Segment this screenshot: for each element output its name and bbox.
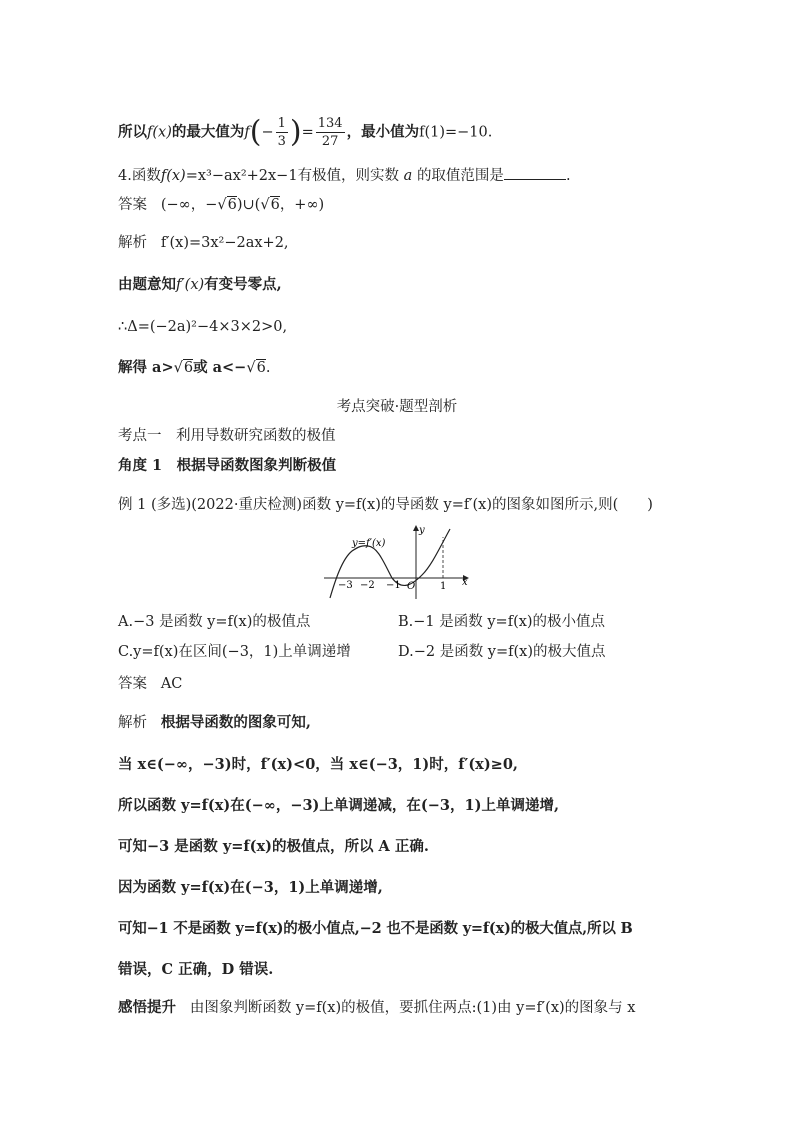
point-heading: 考点一 利用导数研究函数的极值 (118, 428, 336, 444)
x-axis-label: x (462, 577, 468, 588)
derivative-graph (322, 523, 472, 601)
fraction-134-27: $\frac{134}{27}$ (317, 116, 343, 149)
solution-example-1-line-1: 解析 根据导函数的图象可知, (118, 714, 311, 731)
solution-4-line-4: 解得 a>√6或 a<−√6. (118, 359, 271, 376)
tick-label-neg3: −3 (338, 580, 353, 591)
max-min-line: 所以f(x)的最大值为f(− $\frac{1}{3}$ )= $\frac{134}{27}$ ，最小值为f(1)=−10. (118, 114, 493, 150)
tick-label-1: 1 (440, 581, 447, 592)
example-1-stem: 例 1 (多选)(2022·重庆检测)函数 y=f(x)的导函数 y=f′(x)的图象如图所示,则( ) (118, 497, 653, 513)
tick-label-neg2: −2 (360, 580, 375, 591)
solution-example-1-line-7: 错误，C 正确，D 错误. (118, 961, 274, 978)
option-a: A.−3 是函数 y=f(x)的极值点 (118, 614, 311, 630)
answer-4: 答案 (−∞，−√6)∪(√6，+∞) (118, 197, 325, 213)
option-b: B.−1 是函数 y=f(x)的极小值点 (398, 614, 606, 630)
fraction-one-third: $\frac{1}{3}$ (277, 116, 286, 149)
origin-label: O (407, 581, 416, 592)
question-4: 4.函数f(x)=x³−ax²+2x−1有极值，则实数 a 的取值范围是 . (118, 165, 571, 186)
solution-example-1-line-6: 可知−1 不是函数 y=f(x)的极小值点,−2 也不是函数 y=f(x)的极大值点,所以 B (118, 920, 633, 937)
y-axis-label: y (419, 525, 425, 536)
insight-line: 感悟提升 由图象判断函数 y=f(x)的极值，要抓住两点:(1)由 y=f′(x)的图象与 x (118, 999, 636, 1016)
angle-heading: 角度 1 根据导函数图象判断极值 (118, 457, 337, 474)
curve-label: y=f′(x) (352, 538, 386, 549)
solution-4-line-1: 解析 f′(x)=3x²−2ax+2, (118, 235, 289, 251)
solution-example-1-line-2: 当 x∈(−∞，−3)时，f′(x)<0，当 x∈(−3，1)时，f′(x)≥0, (118, 756, 518, 773)
solution-example-1-line-3: 所以函数 y=f(x)在(−∞，−3)上单调递减，在(−3，1)上单调递增, (118, 797, 560, 814)
answer-example-1: 答案 AC (118, 676, 183, 692)
solution-4-line-3: ∴Δ=(−2a)²−4×3×2>0, (118, 319, 288, 335)
option-c: C.y=f(x)在区间(−3，1)上单调递增 (118, 644, 351, 660)
tick-label-neg1: −1 (386, 580, 401, 591)
section-title: 考点突破·题型剖析 (336, 399, 458, 415)
solution-example-1-line-5: 因为函数 y=f(x)在(−3，1)上单调递增, (118, 879, 383, 896)
solution-4-line-2: 由题意知f′(x)有变号零点, (118, 276, 282, 293)
answer-blank (504, 165, 566, 180)
solution-example-1-line-4: 可知−3 是函数 y=f(x)的极值点，所以 A 正确. (118, 838, 429, 855)
option-d: D.−2 是函数 y=f(x)的极大值点 (398, 644, 606, 660)
